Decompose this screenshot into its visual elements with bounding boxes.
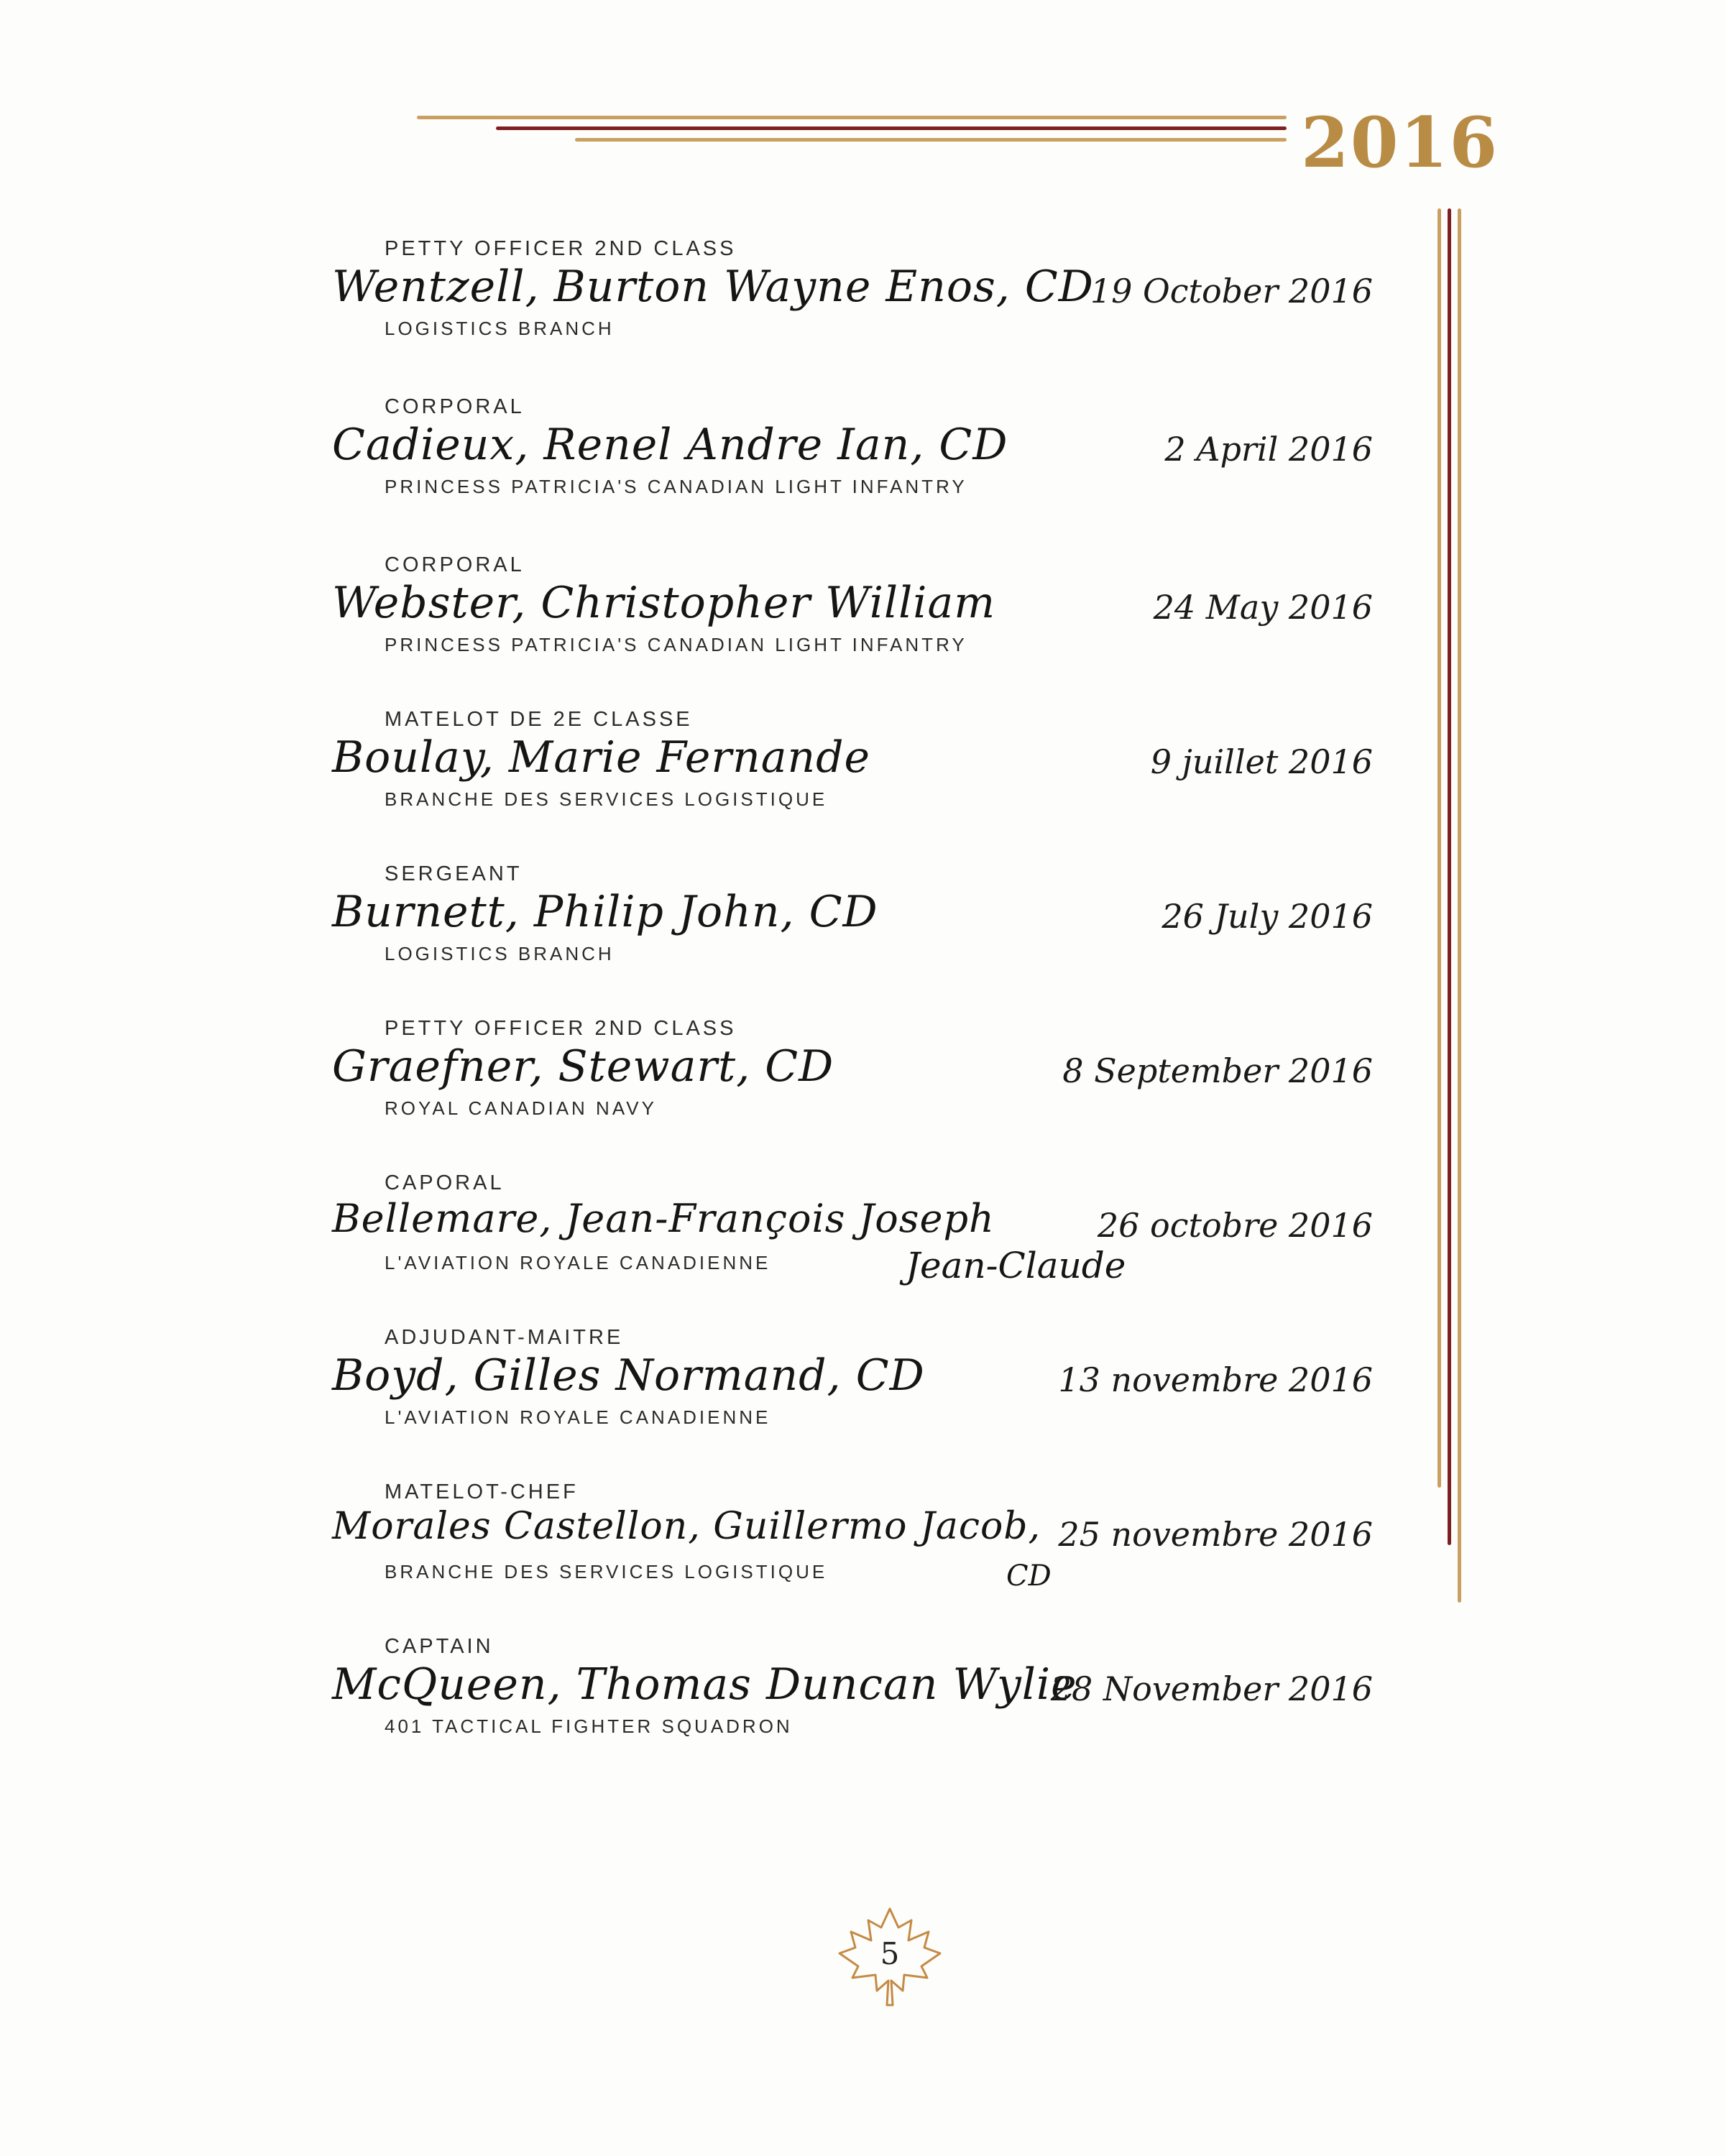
entry-name: Wentzell, Burton Wayne Enos, CD	[332, 262, 1094, 312]
memorial-entry	[316, 708, 1373, 837]
entry-unit: PRINCESS PATRICIA'S CANADIAN LIGHT INFANTRY	[385, 634, 967, 655]
entry-name: Boulay, Marie Fernande	[332, 732, 871, 783]
entry-unit: ROYAL CANADIAN NAVY	[385, 1097, 657, 1119]
entry-rank: PETTY OFFICER 2ND CLASS	[385, 1017, 737, 1040]
entry-date: 26 octobre 2016	[1097, 1206, 1373, 1245]
entry-rank: ADJUDANT-MAITRE	[385, 1326, 624, 1349]
side-rule-gold-right	[1458, 208, 1461, 1603]
entry-date: 8 September 2016	[1062, 1051, 1373, 1090]
entry-unit: 401 TACTICAL FIGHTER SQUADRON	[385, 1715, 793, 1737]
entry-name: Cadieux, Renel Andre Ian, CD	[332, 420, 1008, 470]
entry-unit: BRANCHE DES SERVICES LOGISTIQUE	[385, 788, 828, 810]
entry-rank: CORPORAL	[385, 553, 525, 576]
entry-rank: CORPORAL	[385, 395, 525, 418]
entry-rank: CAPTAIN	[385, 1635, 494, 1658]
page-footer	[832, 1903, 947, 2011]
entry-date: 2 April 2016	[1164, 430, 1373, 469]
entry-date: 25 novembre 2016	[1058, 1515, 1373, 1554]
memorial-entry	[316, 1017, 1373, 1146]
entry-unit: PRINCESS PATRICIA'S CANADIAN LIGHT INFANTRY	[385, 476, 967, 497]
entry-date: 24 May 2016	[1153, 588, 1373, 627]
entry-unit: LOGISTICS BRANCH	[385, 318, 615, 339]
entry-rank: CAPORAL	[385, 1171, 505, 1194]
entry-rank: SERGEANT	[385, 862, 523, 885]
memorial-entry	[316, 553, 1373, 683]
entry-unit: LOGISTICS BRANCH	[385, 943, 615, 964]
entry-date: 28 November 2016	[1050, 1669, 1373, 1708]
side-rule-gold-left	[1438, 208, 1441, 1488]
memorial-entry	[316, 395, 1373, 525]
entry-date: 9 juillet 2016	[1150, 742, 1373, 781]
header-rule-maroon	[496, 126, 1287, 130]
entry-name-continuation: CD	[1006, 1560, 1052, 1593]
entry-date: 13 novembre 2016	[1058, 1360, 1373, 1399]
entry-name: Bellemare, Jean-François Joseph	[332, 1196, 995, 1241]
entry-name: McQueen, Thomas Duncan Wylie	[332, 1659, 1077, 1710]
entry-rank: MATELOT-CHEF	[385, 1480, 579, 1503]
entry-name: Burnett, Philip John, CD	[332, 887, 878, 937]
header-rule-gold-top	[417, 116, 1287, 119]
entry-unit: L'AVIATION ROYALE CANADIENNE	[385, 1406, 771, 1428]
entry-date: 19 October 2016	[1090, 272, 1373, 310]
entry-name: Boyd, Gilles Normand, CD	[332, 1350, 925, 1401]
page-number: 5	[880, 1936, 900, 1971]
entry-unit: L'AVIATION ROYALE CANADIENNE	[385, 1252, 771, 1273]
entry-name-continuation: Jean-Claude	[906, 1245, 1126, 1286]
entry-name: Morales Castellon, Guillermo Jacob,	[332, 1505, 1041, 1548]
entry-rank: PETTY OFFICER 2ND CLASS	[385, 237, 737, 260]
entry-date: 26 July 2016	[1162, 897, 1373, 936]
memorial-entry	[316, 1171, 1373, 1301]
memorial-entry	[316, 862, 1373, 992]
memorial-entry	[316, 1326, 1373, 1455]
entry-name: Webster, Christopher William	[332, 578, 996, 628]
entry-name: Graefner, Stewart, CD	[332, 1041, 834, 1092]
side-rule-maroon	[1448, 208, 1451, 1545]
memorial-entry	[316, 237, 1373, 367]
header-rule-gold-bottom	[575, 138, 1287, 142]
memorial-entry	[316, 1480, 1373, 1610]
memorial-entry	[316, 1635, 1373, 1764]
entry-rank: MATELOT DE 2E CLASSE	[385, 708, 693, 731]
page-year: 2016	[1301, 102, 1499, 183]
entry-unit: BRANCHE DES SERVICES LOGISTIQUE	[385, 1561, 828, 1583]
